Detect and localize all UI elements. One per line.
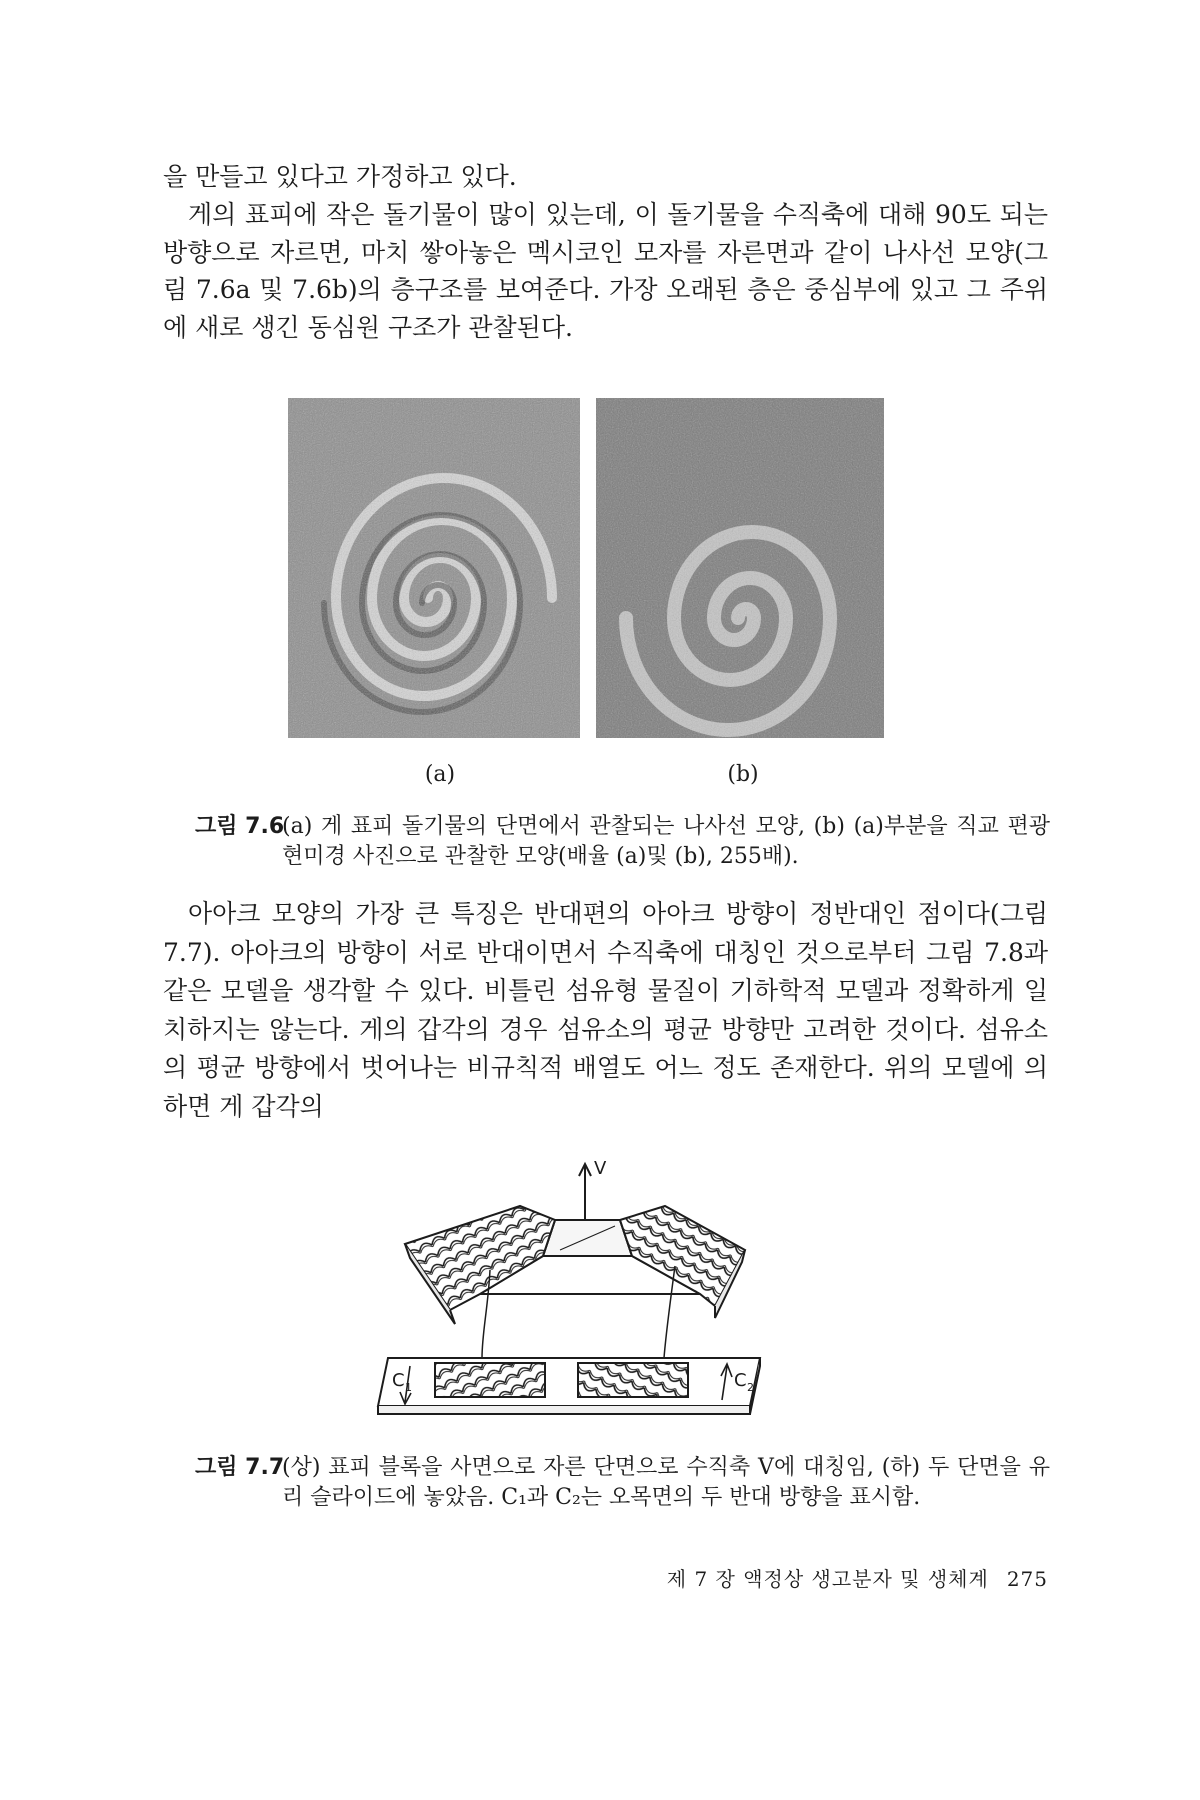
figure-7-7-diagram	[370, 1158, 770, 1438]
figure-7-7-caption-text: (상) 표피 블록을 사면으로 자른 단면으로 수직축 V에 대칭임, (하) 두 단면을 유리 슬라이드에 놓았음. C₁과 C₂는 오목면의 두 반대 방향을 표시함.	[282, 1455, 1050, 1510]
left-section-on-slide	[435, 1363, 545, 1397]
vertical-axis-label: V	[594, 1158, 607, 1179]
figure-7-6-caption-label: 그림 7.6	[195, 814, 285, 839]
micrograph-a-image	[288, 398, 580, 738]
micrograph-b-image	[596, 398, 884, 738]
figure-7-6-caption-text: (a) 게 표피 돌기물의 단면에서 관찰되는 나사선 모양, (b) (a)부분을 직교 편광현미경 사진으로 관찰한 모양(배율 (a)및 (b), 255배).	[282, 814, 1050, 869]
paragraph-continued	[163, 158, 1048, 196]
micrograph-b	[596, 398, 884, 738]
c2-label: C	[734, 1370, 747, 1391]
c1-label: C	[392, 1370, 405, 1391]
running-head: 제 7 장 액정상 생고분자 및 생체계	[666, 1567, 989, 1591]
figure-7-6-caption	[195, 812, 1050, 872]
page-footer	[560, 1563, 1048, 1592]
micrograph-a	[288, 398, 580, 738]
paragraph-arc-pattern: 아아크 모양의 가장 큰 특징은 반대편의 아아크 방향이 정반대인 점이다(그림 7.7). 아아크의 방향이 서로 반대이면서 수직축에 대칭인 것으로부터 그림 7.8과 같은 모델을 생각할 수 있다. 비틀린 섬유형 물질이 기하학적 모델과 정확하게 일치하지는 않는다. 게의 갑각의 경우 섬유소의 평균 방향만 고려한 것이다. 섬유소의 평균 방향에서 벗어나는 비규칙적 배열도 어느 정도 존재한다. 위의 모델에 의하면 게 갑각의	[163, 899, 1048, 1121]
figure-7-6-label-b: (b)	[727, 762, 759, 787]
paragraph-line-1: 을 만들고 있다고 가정하고 있다.	[163, 162, 517, 191]
paragraph-crab-spiral: 게의 표피에 작은 돌기물이 많이 있는데, 이 돌기물을 수직축에 대해 90도 되는 방향으로 자르면, 마치 쌓아놓은 멕시코인 모자를 자른면과 같이 나사선 모양(그림 7.6a 및 7.6b)의 층구조를 보여준다. 가장 오래된 층은 중심부에 있고 그 주위에 새로 생긴 동심원 구조가 관찰된다.	[163, 200, 1048, 342]
right-section-on-slide	[578, 1363, 688, 1397]
c2-subscript: 2	[747, 1381, 754, 1394]
c1-subscript: 1	[405, 1381, 412, 1394]
figure-7-7-caption-label: 그림 7.7	[195, 1455, 285, 1480]
figure-7-7-caption	[195, 1453, 1050, 1513]
page-number: 275	[1006, 1567, 1048, 1591]
figure-7-6-label-a: (a)	[424, 762, 456, 787]
